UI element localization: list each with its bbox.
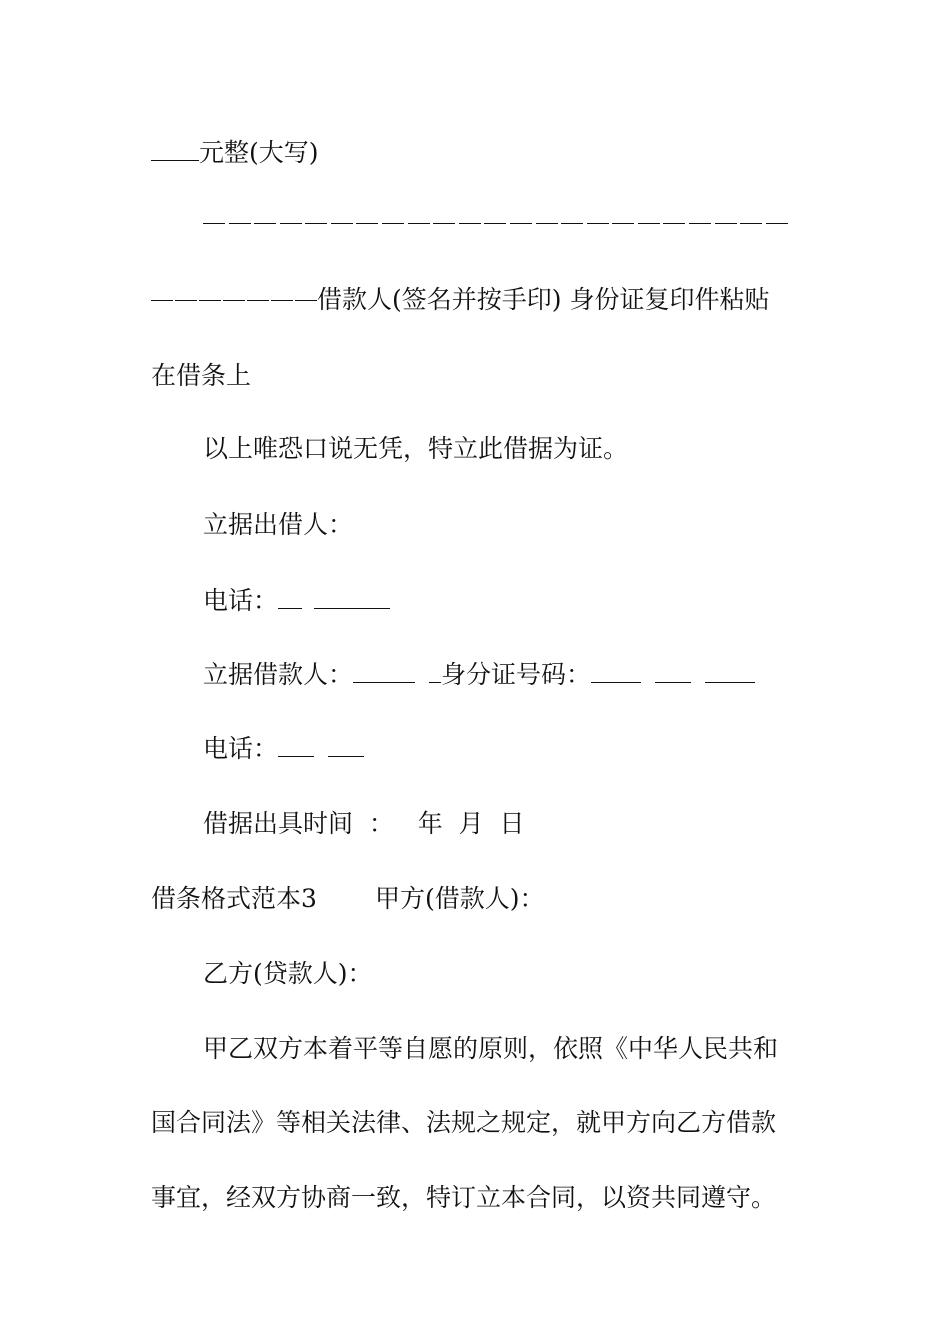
borrower-blank-b [429,660,441,683]
id-blank-c [705,660,755,683]
template3-heading: 借条格式范本3 [151,884,317,913]
phone2-blank-a [278,734,314,757]
id-blank-b [655,660,691,683]
phone1-blank-b [314,586,390,609]
no-proof-line: 以上唯恐口说无凭，特立此借据为证。 [203,434,629,463]
phone2-line [203,734,364,764]
borrower-blank-a [353,660,415,683]
party-b-line: 乙方(贷款人)： [203,959,373,988]
phone1-line [203,586,390,616]
borrower-line [203,660,755,690]
paragraph-line-2: 国合同法》等相关法律、法规之规定，就甲方向乙方借款 [151,1108,777,1137]
phone1-blank-a [278,586,302,609]
party-a-line: 甲方(借款人)： [375,884,545,913]
lender-line: 立据出借人： [203,510,354,539]
id-label: 身分证号码： [441,660,592,689]
amount-text: 元整(大写) [199,138,319,167]
paragraph-line-3: 事宜，经双方协商一致，特订立本合同，以资共同遵守。 [151,1183,777,1212]
paragraph-line-1: 甲乙双方本着平等自愿的原则，依照《中华人民共和 [203,1034,779,1063]
borrower-label: 立据借款人： [203,660,354,689]
phone2-blank-b [328,734,364,757]
dash-separator-2 [151,285,317,315]
amount-line [151,138,319,168]
id-blank-a [591,660,641,683]
dash-separator-1 [203,208,788,238]
on-note-line: 在借条上 [151,361,252,390]
phone1-label: 电话： [203,586,279,615]
phone2-label: 电话： [203,734,279,763]
amount-blank [151,138,199,161]
date-line: 借据出具时间 ： 年 月 日 [203,809,525,838]
borrower-sign-line: 借款人(签名并按手印) 身份证复印件粘贴 [317,285,770,314]
